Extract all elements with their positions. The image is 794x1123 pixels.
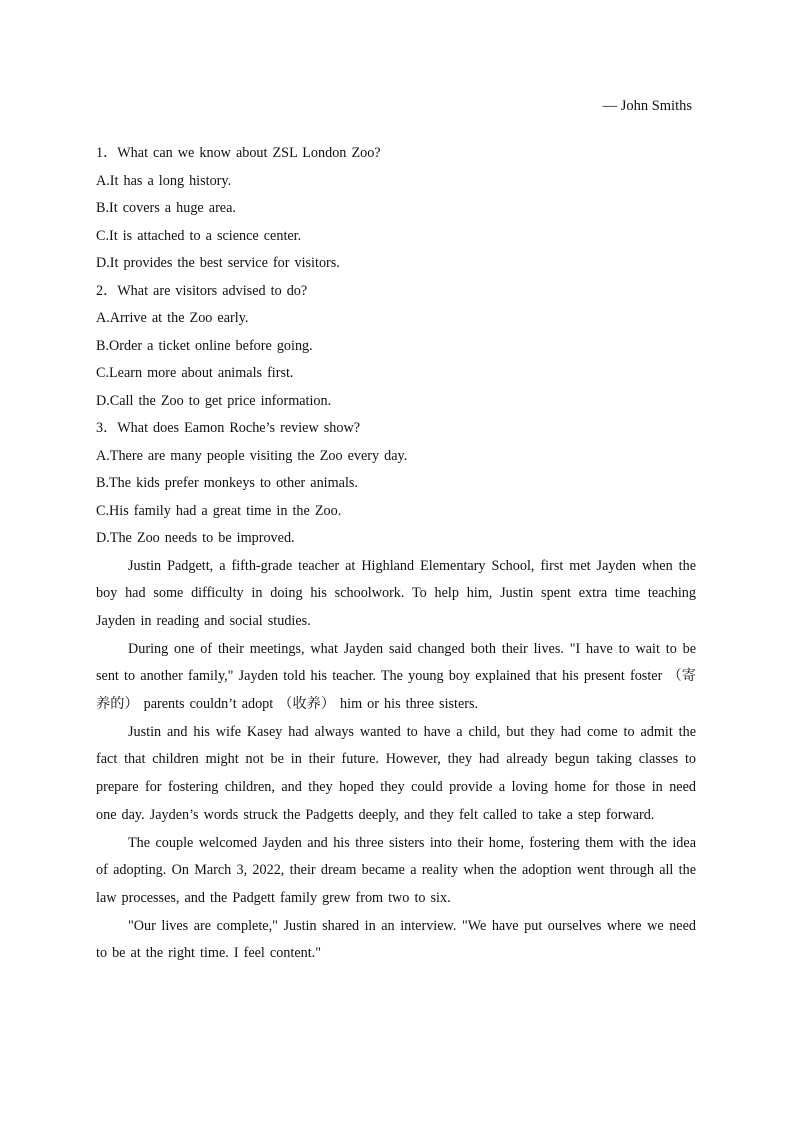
author-attribution: — John Smiths: [602, 98, 692, 114]
option-c: C.Learn more about animals first.: [96, 365, 294, 381]
passage-paragraph: Justin and his wife Kasey had always wanted to have a child, but they had come to admit the fact that children might not be in their future. However, they had already begun taking classes to prepare for fostering children, and they hoped they could provide a loving home for those in need one day. Jayden’s words struck the Padgetts deeply, and they felt called to take a step forward.: [96, 723, 696, 823]
reading-passage: [96, 553, 696, 969]
option-a: A.There are many people visiting the Zoo every day.: [96, 447, 408, 464]
passage-paragraph: The couple welcomed Jayden and his three sisters into their home, fostering them with the idea of adopting. On March 3, 2022, their dream became a reality when the adoption went through all the law processes, and the Padgett family grew from two to six.: [96, 834, 696, 906]
passage-paragraph: During one of their meetings, what Jayden said changed both their lives. "I have to wait to be sent to another family," Jayden told his teacher. The young boy explained that his present foster （寄养的） parents couldn’t adopt （收养） him or his three sisters.: [96, 640, 696, 713]
passage-paragraph: Justin Padgett, a fifth-grade teacher at Highland Elementary School, first met Jayden when the boy had some difficulty in doing his schoolwork. To help him, Justin spent extra time teaching Jayden in reading and social studies.: [96, 557, 696, 629]
option-c: C.It is attached to a science center.: [96, 227, 302, 244]
option-b: B.It covers a huge area.: [96, 200, 236, 216]
option-c: C.His family had a great time in the Zoo.: [96, 502, 342, 519]
option-d: D.Call the Zoo to get price information.: [96, 392, 332, 409]
question-stem: 2．What are visitors advised to do?: [96, 282, 308, 299]
question-block: [96, 140, 696, 278]
option-d: D.It provides the best service for visitors.: [96, 255, 340, 271]
question-block: [96, 415, 696, 553]
document-content: [96, 140, 696, 968]
question-stem: 3．What does Eamon Roche’s review show?: [96, 420, 360, 436]
question-block: [96, 278, 696, 416]
passage-paragraph: "Our lives are complete," Justin shared in an interview. "We have put ourselves where we need to be at the right time. I feel content.": [96, 917, 696, 962]
option-b: B.The kids prefer monkeys to other animals.: [96, 475, 358, 491]
option-b: B.Order a ticket online before going.: [96, 337, 313, 354]
question-stem: 1．What can we know about ZSL London Zoo?: [96, 145, 381, 161]
option-a: A.It has a long history.: [96, 172, 232, 189]
option-d: D.The Zoo needs to be improved.: [96, 530, 295, 546]
option-a: A.Arrive at the Zoo early.: [96, 310, 249, 326]
